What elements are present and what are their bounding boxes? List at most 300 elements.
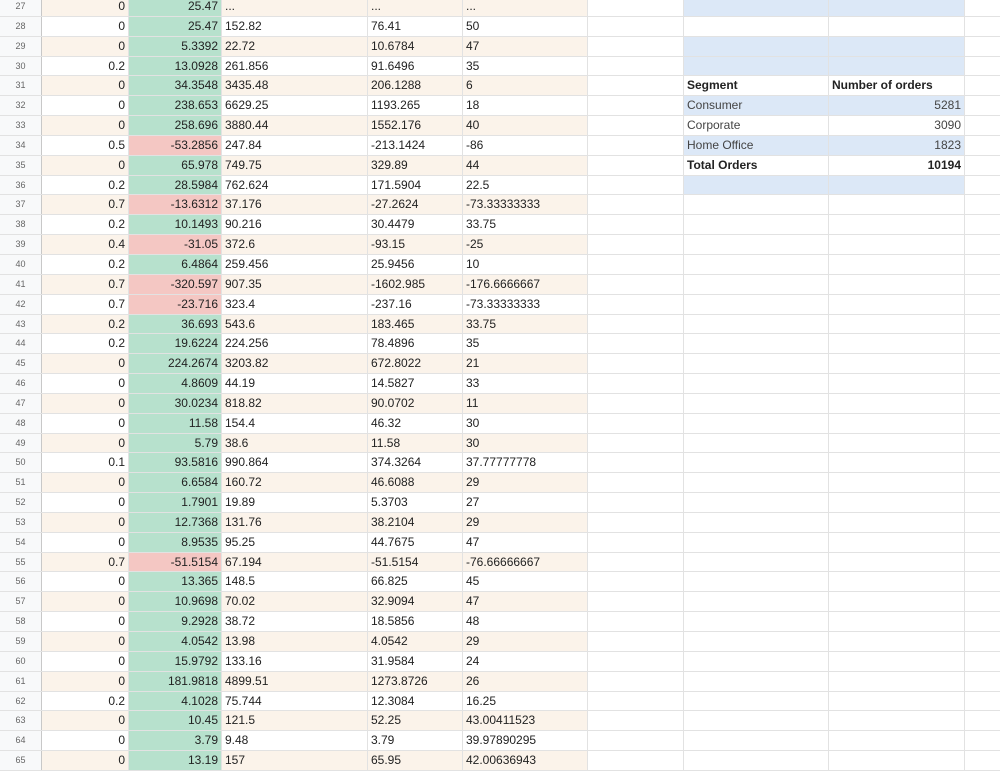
cell-value[interactable]: 30.4479: [368, 215, 463, 234]
cell-empty[interactable]: [965, 235, 1000, 254]
cell-profit[interactable]: -320.597: [129, 275, 222, 294]
cell-empty[interactable]: [588, 572, 684, 591]
cell-empty[interactable]: [965, 0, 1000, 16]
summary-orders-value[interactable]: 3090: [829, 116, 965, 135]
cell-empty[interactable]: [829, 572, 965, 591]
cell-empty[interactable]: [965, 96, 1000, 115]
cell-value[interactable]: -93.15: [368, 235, 463, 254]
cell-value[interactable]: -213.1424: [368, 136, 463, 155]
row-header[interactable]: 29: [0, 37, 42, 56]
cell-empty[interactable]: [684, 334, 829, 353]
cell-ratio[interactable]: -73.33333333: [463, 295, 588, 314]
cell-sales[interactable]: 67.194: [222, 553, 368, 572]
cell-empty[interactable]: [965, 255, 1000, 274]
cell-ratio[interactable]: 24: [463, 652, 588, 671]
cell-empty[interactable]: [684, 751, 829, 770]
cell-empty[interactable]: [588, 57, 684, 76]
cell-empty[interactable]: [829, 672, 965, 691]
cell-empty[interactable]: [588, 414, 684, 433]
cell-empty[interactable]: [684, 394, 829, 413]
cell-sales[interactable]: 4899.51: [222, 672, 368, 691]
row-header[interactable]: 47: [0, 394, 42, 413]
cell-ratio[interactable]: -86: [463, 136, 588, 155]
cell-empty[interactable]: [965, 493, 1000, 512]
cell-discount[interactable]: 0: [42, 374, 129, 393]
cell-value[interactable]: ...: [368, 0, 463, 16]
cell-empty[interactable]: [965, 37, 1000, 56]
cell-sales[interactable]: 157: [222, 751, 368, 770]
cell-ratio[interactable]: 48: [463, 612, 588, 631]
cell-discount[interactable]: 0.2: [42, 692, 129, 711]
cell-empty[interactable]: [965, 156, 1000, 175]
cell-ratio[interactable]: 11: [463, 394, 588, 413]
cell-profit[interactable]: 34.3548: [129, 76, 222, 95]
row-header[interactable]: 51: [0, 473, 42, 492]
cell-sales[interactable]: 38.72: [222, 612, 368, 631]
cell-profit[interactable]: 13.365: [129, 572, 222, 591]
cell-discount[interactable]: 0: [42, 572, 129, 591]
cell-value[interactable]: 52.25: [368, 711, 463, 730]
cell-profit[interactable]: 65.978: [129, 156, 222, 175]
cell-ratio[interactable]: 40: [463, 116, 588, 135]
cell-ratio[interactable]: 47: [463, 592, 588, 611]
cell-sales[interactable]: 148.5: [222, 572, 368, 591]
cell-value[interactable]: 46.6088: [368, 473, 463, 492]
cell-empty[interactable]: [588, 0, 684, 16]
row-header[interactable]: 55: [0, 553, 42, 572]
cell-sales[interactable]: 3880.44: [222, 116, 368, 135]
cell-discount[interactable]: 0: [42, 354, 129, 373]
cell-sales[interactable]: 38.6: [222, 434, 368, 453]
cell-profit[interactable]: 10.9698: [129, 592, 222, 611]
cell-discount[interactable]: 0.2: [42, 334, 129, 353]
cell-empty[interactable]: [588, 116, 684, 135]
row-header[interactable]: 44: [0, 334, 42, 353]
cell-sales[interactable]: 133.16: [222, 652, 368, 671]
cell-empty[interactable]: [684, 17, 829, 36]
cell-empty[interactable]: [829, 57, 965, 76]
row-header[interactable]: 53: [0, 513, 42, 532]
cell-value[interactable]: -1602.985: [368, 275, 463, 294]
cell-value[interactable]: 14.5827: [368, 374, 463, 393]
cell-empty[interactable]: [965, 275, 1000, 294]
cell-empty[interactable]: [829, 751, 965, 770]
cell-ratio[interactable]: 21: [463, 354, 588, 373]
cell-empty[interactable]: [684, 414, 829, 433]
cell-empty[interactable]: [965, 632, 1000, 651]
cell-discount[interactable]: 0: [42, 632, 129, 651]
cell-empty[interactable]: [588, 493, 684, 512]
cell-empty[interactable]: [684, 731, 829, 750]
summary-header-orders[interactable]: Number of orders: [829, 76, 965, 95]
cell-empty[interactable]: [829, 731, 965, 750]
cell-profit[interactable]: -13.6312: [129, 195, 222, 214]
cell-ratio[interactable]: 39.97890295: [463, 731, 588, 750]
cell-empty[interactable]: [965, 672, 1000, 691]
cell-empty[interactable]: [965, 572, 1000, 591]
cell-empty[interactable]: [829, 37, 965, 56]
row-header[interactable]: 40: [0, 255, 42, 274]
cell-ratio[interactable]: 10: [463, 255, 588, 274]
cell-empty[interactable]: [588, 533, 684, 552]
cell-empty[interactable]: [588, 672, 684, 691]
cell-sales[interactable]: 75.744: [222, 692, 368, 711]
cell-empty[interactable]: [588, 692, 684, 711]
row-header[interactable]: 43: [0, 315, 42, 334]
cell-profit[interactable]: 5.3392: [129, 37, 222, 56]
cell-empty[interactable]: [829, 553, 965, 572]
cell-empty[interactable]: [829, 275, 965, 294]
cell-value[interactable]: 206.1288: [368, 76, 463, 95]
cell-empty[interactable]: [684, 553, 829, 572]
cell-discount[interactable]: 0: [42, 37, 129, 56]
cell-sales[interactable]: 22.72: [222, 37, 368, 56]
cell-empty[interactable]: [588, 315, 684, 334]
cell-empty[interactable]: [829, 195, 965, 214]
cell-empty[interactable]: [588, 37, 684, 56]
cell-empty[interactable]: [829, 592, 965, 611]
row-header[interactable]: 28: [0, 17, 42, 36]
cell-empty[interactable]: [684, 592, 829, 611]
cell-sales[interactable]: 160.72: [222, 473, 368, 492]
cell-ratio[interactable]: 35: [463, 334, 588, 353]
row-header[interactable]: 36: [0, 176, 42, 195]
cell-discount[interactable]: 0.4: [42, 235, 129, 254]
cell-empty[interactable]: [965, 17, 1000, 36]
cell-empty[interactable]: [684, 692, 829, 711]
cell-empty[interactable]: [588, 334, 684, 353]
cell-value[interactable]: 78.4896: [368, 334, 463, 353]
cell-profit[interactable]: 1.7901: [129, 493, 222, 512]
cell-profit[interactable]: -23.716: [129, 295, 222, 314]
row-header[interactable]: 27: [0, 0, 42, 16]
cell-profit[interactable]: 19.6224: [129, 334, 222, 353]
cell-empty[interactable]: [965, 136, 1000, 155]
cell-ratio[interactable]: 33.75: [463, 215, 588, 234]
cell-empty[interactable]: [684, 295, 829, 314]
cell-profit[interactable]: 4.0542: [129, 632, 222, 651]
row-header[interactable]: 52: [0, 493, 42, 512]
row-header[interactable]: 37: [0, 195, 42, 214]
cell-profit[interactable]: 4.8609: [129, 374, 222, 393]
cell-ratio[interactable]: 37.77777778: [463, 453, 588, 472]
cell-empty[interactable]: [965, 334, 1000, 353]
cell-profit[interactable]: 3.79: [129, 731, 222, 750]
cell-profit[interactable]: 224.2674: [129, 354, 222, 373]
cell-ratio[interactable]: -73.33333333: [463, 195, 588, 214]
cell-empty[interactable]: [965, 592, 1000, 611]
cell-profit[interactable]: 8.9535: [129, 533, 222, 552]
cell-empty[interactable]: [684, 235, 829, 254]
row-header[interactable]: 65: [0, 751, 42, 770]
cell-empty[interactable]: [588, 553, 684, 572]
cell-empty[interactable]: [965, 473, 1000, 492]
row-header[interactable]: 30: [0, 57, 42, 76]
cell-discount[interactable]: 0: [42, 493, 129, 512]
cell-value[interactable]: 90.0702: [368, 394, 463, 413]
cell-empty[interactable]: [829, 17, 965, 36]
cell-ratio[interactable]: 45: [463, 572, 588, 591]
cell-profit[interactable]: 10.1493: [129, 215, 222, 234]
cell-sales[interactable]: 224.256: [222, 334, 368, 353]
cell-sales[interactable]: 323.4: [222, 295, 368, 314]
cell-discount[interactable]: 0: [42, 116, 129, 135]
cell-empty[interactable]: [684, 672, 829, 691]
summary-header-segment[interactable]: Segment: [684, 76, 829, 95]
cell-empty[interactable]: [829, 0, 965, 16]
cell-empty[interactable]: [588, 17, 684, 36]
cell-profit[interactable]: 258.696: [129, 116, 222, 135]
cell-profit[interactable]: 238.653: [129, 96, 222, 115]
cell-ratio[interactable]: ...: [463, 0, 588, 16]
cell-ratio[interactable]: 30: [463, 434, 588, 453]
cell-empty[interactable]: [588, 195, 684, 214]
cell-value[interactable]: 3.79: [368, 731, 463, 750]
cell-empty[interactable]: [588, 751, 684, 770]
cell-value[interactable]: 65.95: [368, 751, 463, 770]
cell-profit[interactable]: 25.47: [129, 0, 222, 16]
cell-profit[interactable]: 11.58: [129, 414, 222, 433]
cell-empty[interactable]: [965, 513, 1000, 532]
cell-empty[interactable]: [965, 295, 1000, 314]
cell-profit[interactable]: 181.9818: [129, 672, 222, 691]
cell-discount[interactable]: 0.7: [42, 295, 129, 314]
cell-empty[interactable]: [588, 235, 684, 254]
cell-empty[interactable]: [829, 176, 965, 195]
cell-value[interactable]: 329.89: [368, 156, 463, 175]
cell-empty[interactable]: [829, 453, 965, 472]
cell-profit[interactable]: 13.0928: [129, 57, 222, 76]
cell-sales[interactable]: 95.25: [222, 533, 368, 552]
cell-sales[interactable]: ...: [222, 0, 368, 16]
cell-empty[interactable]: [588, 215, 684, 234]
cell-value[interactable]: 4.0542: [368, 632, 463, 651]
cell-empty[interactable]: [965, 751, 1000, 770]
cell-value[interactable]: 18.5856: [368, 612, 463, 631]
summary-segment-label[interactable]: Home Office: [684, 136, 829, 155]
cell-ratio[interactable]: 6: [463, 76, 588, 95]
cell-value[interactable]: 171.5904: [368, 176, 463, 195]
cell-ratio[interactable]: 29: [463, 513, 588, 532]
cell-sales[interactable]: 907.35: [222, 275, 368, 294]
cell-ratio[interactable]: 18: [463, 96, 588, 115]
cell-discount[interactable]: 0: [42, 414, 129, 433]
cell-discount[interactable]: 0.7: [42, 553, 129, 572]
cell-value[interactable]: 1552.176: [368, 116, 463, 135]
cell-discount[interactable]: 0.2: [42, 255, 129, 274]
cell-sales[interactable]: 6629.25: [222, 96, 368, 115]
row-header[interactable]: 64: [0, 731, 42, 750]
cell-empty[interactable]: [965, 116, 1000, 135]
cell-sales[interactable]: 259.456: [222, 255, 368, 274]
cell-ratio[interactable]: 26: [463, 672, 588, 691]
cell-discount[interactable]: 0.5: [42, 136, 129, 155]
cell-discount[interactable]: 0.2: [42, 215, 129, 234]
row-header[interactable]: 50: [0, 453, 42, 472]
cell-value[interactable]: 374.3264: [368, 453, 463, 472]
cell-value[interactable]: 32.9094: [368, 592, 463, 611]
cell-profit[interactable]: 15.9792: [129, 652, 222, 671]
cell-sales[interactable]: 762.624: [222, 176, 368, 195]
cell-empty[interactable]: [588, 394, 684, 413]
cell-empty[interactable]: [588, 652, 684, 671]
cell-empty[interactable]: [588, 275, 684, 294]
cell-empty[interactable]: [684, 612, 829, 631]
cell-sales[interactable]: 70.02: [222, 592, 368, 611]
cell-sales[interactable]: 131.76: [222, 513, 368, 532]
cell-value[interactable]: 672.8022: [368, 354, 463, 373]
cell-discount[interactable]: 0: [42, 473, 129, 492]
cell-value[interactable]: 46.32: [368, 414, 463, 433]
cell-empty[interactable]: [684, 652, 829, 671]
cell-empty[interactable]: [965, 57, 1000, 76]
cell-ratio[interactable]: 43.00411523: [463, 711, 588, 730]
cell-sales[interactable]: 818.82: [222, 394, 368, 413]
cell-empty[interactable]: [588, 453, 684, 472]
cell-ratio[interactable]: -176.6666667: [463, 275, 588, 294]
cell-empty[interactable]: [684, 513, 829, 532]
cell-empty[interactable]: [829, 513, 965, 532]
cell-profit[interactable]: -53.2856: [129, 136, 222, 155]
cell-discount[interactable]: 0.7: [42, 275, 129, 294]
cell-empty[interactable]: [965, 553, 1000, 572]
cell-ratio[interactable]: 50: [463, 17, 588, 36]
row-header[interactable]: 39: [0, 235, 42, 254]
row-header[interactable]: 60: [0, 652, 42, 671]
cell-empty[interactable]: [829, 612, 965, 631]
cell-value[interactable]: 38.2104: [368, 513, 463, 532]
cell-value[interactable]: 1193.265: [368, 96, 463, 115]
cell-empty[interactable]: [965, 533, 1000, 552]
cell-sales[interactable]: 543.6: [222, 315, 368, 334]
row-header[interactable]: 31: [0, 76, 42, 95]
row-header[interactable]: 59: [0, 632, 42, 651]
summary-segment-label[interactable]: Consumer: [684, 96, 829, 115]
cell-discount[interactable]: 0.2: [42, 57, 129, 76]
cell-value[interactable]: 76.41: [368, 17, 463, 36]
cell-sales[interactable]: 13.98: [222, 632, 368, 651]
cell-profit[interactable]: 25.47: [129, 17, 222, 36]
cell-empty[interactable]: [684, 275, 829, 294]
summary-segment-label[interactable]: Corporate: [684, 116, 829, 135]
cell-empty[interactable]: [965, 652, 1000, 671]
cell-empty[interactable]: [684, 255, 829, 274]
row-header[interactable]: 62: [0, 692, 42, 711]
cell-discount[interactable]: 0: [42, 612, 129, 631]
cell-ratio[interactable]: 44: [463, 156, 588, 175]
cell-empty[interactable]: [684, 453, 829, 472]
cell-empty[interactable]: [829, 215, 965, 234]
cell-ratio[interactable]: 47: [463, 533, 588, 552]
cell-profit[interactable]: 6.6584: [129, 473, 222, 492]
cell-empty[interactable]: [829, 493, 965, 512]
cell-value[interactable]: -27.2624: [368, 195, 463, 214]
cell-profit[interactable]: 5.79: [129, 434, 222, 453]
cell-profit[interactable]: -31.05: [129, 235, 222, 254]
cell-empty[interactable]: [829, 434, 965, 453]
cell-empty[interactable]: [588, 473, 684, 492]
cell-empty[interactable]: [588, 434, 684, 453]
cell-profit[interactable]: 12.7368: [129, 513, 222, 532]
cell-discount[interactable]: 0: [42, 76, 129, 95]
summary-orders-value[interactable]: 1823: [829, 136, 965, 155]
cell-empty[interactable]: [684, 473, 829, 492]
cell-value[interactable]: 183.465: [368, 315, 463, 334]
row-header[interactable]: 49: [0, 434, 42, 453]
cell-value[interactable]: 25.9456: [368, 255, 463, 274]
cell-sales[interactable]: 749.75: [222, 156, 368, 175]
cell-ratio[interactable]: -25: [463, 235, 588, 254]
cell-empty[interactable]: [829, 533, 965, 552]
cell-ratio[interactable]: 33.75: [463, 315, 588, 334]
cell-empty[interactable]: [588, 632, 684, 651]
cell-empty[interactable]: [829, 235, 965, 254]
cell-discount[interactable]: 0: [42, 711, 129, 730]
cell-profit[interactable]: 4.1028: [129, 692, 222, 711]
cell-discount[interactable]: 0.2: [42, 315, 129, 334]
cell-empty[interactable]: [829, 315, 965, 334]
cell-discount[interactable]: 0: [42, 652, 129, 671]
cell-value[interactable]: 5.3703: [368, 493, 463, 512]
cell-sales[interactable]: 3203.82: [222, 354, 368, 373]
cell-discount[interactable]: 0: [42, 592, 129, 611]
cell-empty[interactable]: [684, 195, 829, 214]
row-header[interactable]: 48: [0, 414, 42, 433]
cell-empty[interactable]: [588, 96, 684, 115]
cell-empty[interactable]: [829, 473, 965, 492]
cell-empty[interactable]: [829, 652, 965, 671]
cell-empty[interactable]: [588, 612, 684, 631]
cell-discount[interactable]: 0: [42, 394, 129, 413]
cell-empty[interactable]: [684, 711, 829, 730]
cell-empty[interactable]: [965, 692, 1000, 711]
cell-sales[interactable]: 121.5: [222, 711, 368, 730]
cell-empty[interactable]: [588, 136, 684, 155]
cell-ratio[interactable]: 47: [463, 37, 588, 56]
cell-ratio[interactable]: 29: [463, 632, 588, 651]
cell-sales[interactable]: 9.48: [222, 731, 368, 750]
cell-profit[interactable]: 6.4864: [129, 255, 222, 274]
cell-empty[interactable]: [965, 176, 1000, 195]
cell-sales[interactable]: 261.856: [222, 57, 368, 76]
cell-profit[interactable]: 9.2928: [129, 612, 222, 631]
cell-empty[interactable]: [588, 354, 684, 373]
row-header[interactable]: 38: [0, 215, 42, 234]
row-header[interactable]: 63: [0, 711, 42, 730]
row-header[interactable]: 35: [0, 156, 42, 175]
cell-empty[interactable]: [829, 394, 965, 413]
cell-empty[interactable]: [684, 176, 829, 195]
cell-ratio[interactable]: 35: [463, 57, 588, 76]
cell-ratio[interactable]: 33: [463, 374, 588, 393]
cell-discount[interactable]: 0: [42, 156, 129, 175]
cell-empty[interactable]: [684, 374, 829, 393]
cell-value[interactable]: -51.5154: [368, 553, 463, 572]
cell-profit[interactable]: 93.5816: [129, 453, 222, 472]
row-header[interactable]: 42: [0, 295, 42, 314]
cell-empty[interactable]: [588, 255, 684, 274]
cell-empty[interactable]: [684, 0, 829, 16]
cell-empty[interactable]: [829, 354, 965, 373]
row-header[interactable]: 57: [0, 592, 42, 611]
cell-sales[interactable]: 990.864: [222, 453, 368, 472]
cell-profit[interactable]: 28.5984: [129, 176, 222, 195]
cell-profit[interactable]: 36.693: [129, 315, 222, 334]
cell-empty[interactable]: [588, 592, 684, 611]
cell-value[interactable]: 10.6784: [368, 37, 463, 56]
cell-value[interactable]: 91.6496: [368, 57, 463, 76]
cell-profit[interactable]: 13.19: [129, 751, 222, 770]
